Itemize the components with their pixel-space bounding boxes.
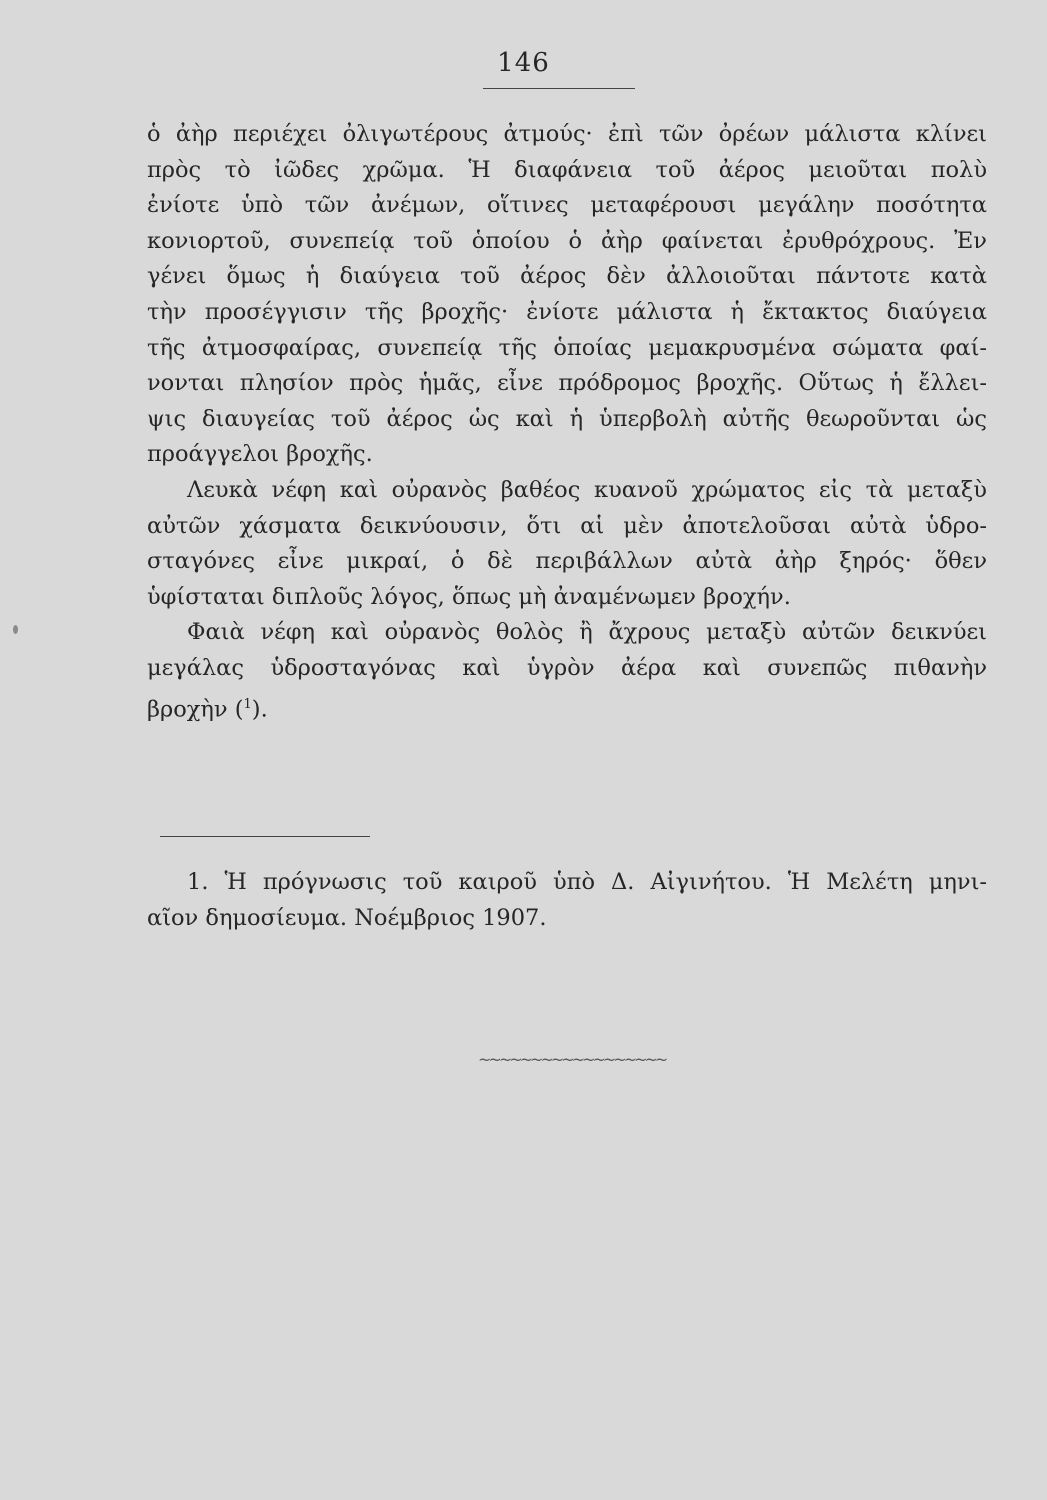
text-line-end: ). (251, 696, 268, 722)
text-line: ὁ ἀὴρ περιέχει ὀλιγωτέρους ἀτμούς· ἐπὶ τῶν ὀρέων μάλιστα κλίνει (147, 121, 987, 147)
end-ornament: ~~~~~~~~~~~~~~~~~~ (478, 1050, 666, 1069)
scan-speck (13, 625, 18, 634)
text-line-start: βροχὴν ( (147, 696, 244, 722)
footnote-line: 1. Ἡ πρόγνωσις τοῦ καιροῦ ὑπὸ Δ. Αἰγινήτου. Ἡ Μελέτη μηνι- (187, 869, 987, 895)
page-number-rule (483, 88, 635, 89)
text-line: σταγόνες εἶνε μικραί, ὁ δὲ περιβάλλων αὐτὰ ἀὴρ ξηρός· ὅθεν (147, 548, 987, 575)
text-line: κονιορτοῦ, συνεπείᾳ τοῦ ὁποίου ὁ ἀὴρ φαίνεται ἐρυθρόχρους. Ἐν (147, 227, 987, 254)
body-text (147, 117, 987, 728)
footnote-rule (160, 836, 370, 837)
text-line: αὐτῶν χάσματα δεικνύουσιν, ὅτι αἱ μὲν ἀποτελοῦσαι αὐτὰ ὑδρο- (147, 512, 987, 539)
paragraph-start-line: Λευκὰ νέφη καὶ οὐρανὸς βαθέος κυανοῦ χρώματος εἰς τὰ μεταξὺ (187, 476, 987, 503)
page-number: 146 (497, 48, 550, 78)
text-line: νονται πλησίον πρὸς ἡμᾶς, εἶνε πρόδρομος βροχῆς. Οὕτως ἡ ἔλλει- (147, 370, 987, 397)
text-line: πρὸς τὸ ἰῶδες χρῶμα. Ἡ διαφάνεια τοῦ ἀέρος μειοῦται πολὺ (147, 156, 987, 183)
paragraph-start-line: Φαιὰ νέφη καὶ οὐρανὸς θολὸς ἢ ἄχρους μεταξὺ αὐτῶν δεικνύει (187, 619, 987, 646)
text-line: ψις διαυγείας τοῦ ἀέρος ὡς καὶ ἡ ὑπερβολὴ αὐτῆς θεωροῦνται ὡς (147, 405, 987, 432)
footnote-line: αῖον δημοσίευμα. Νοέμβριος 1907. (147, 905, 547, 931)
text-line: μεγάλας ὑδροσταγόνας καὶ ὑγρὸν ἀέρα καὶ συνεπῶς πιθανὴν (147, 654, 987, 681)
text-line: ἐνίοτε ὑπὸ τῶν ἀνέμων, οἵτινες μεταφέρουσι μεγάλην ποσότητα (147, 192, 987, 219)
footnote-reference: 1 (243, 696, 252, 712)
text-line: τὴν προσέγγισιν τῆς βροχῆς· ἐνίοτε μάλιστα ἡ ἔκτακτος διαύγεια (147, 298, 987, 325)
text-line: γένει ὅμως ἡ διαύγεια τοῦ ἀέρος δὲν ἀλλοιοῦται πάντοτε κατὰ (147, 263, 987, 290)
text-line-with-footnote-ref (147, 687, 987, 728)
text-line: τῆς ἀτμοσφαίρας, συνεπείᾳ τῆς ὁποίας μεμακρυσμένα σώματα φαί- (147, 334, 987, 361)
text-line: προάγγελοι βροχῆς. (147, 441, 373, 468)
text-line: ὑφίσταται διπλοῦς λόγος, ὅπως μὴ ἀναμένωμεν βροχήν. (147, 583, 791, 610)
footnote (147, 864, 987, 936)
